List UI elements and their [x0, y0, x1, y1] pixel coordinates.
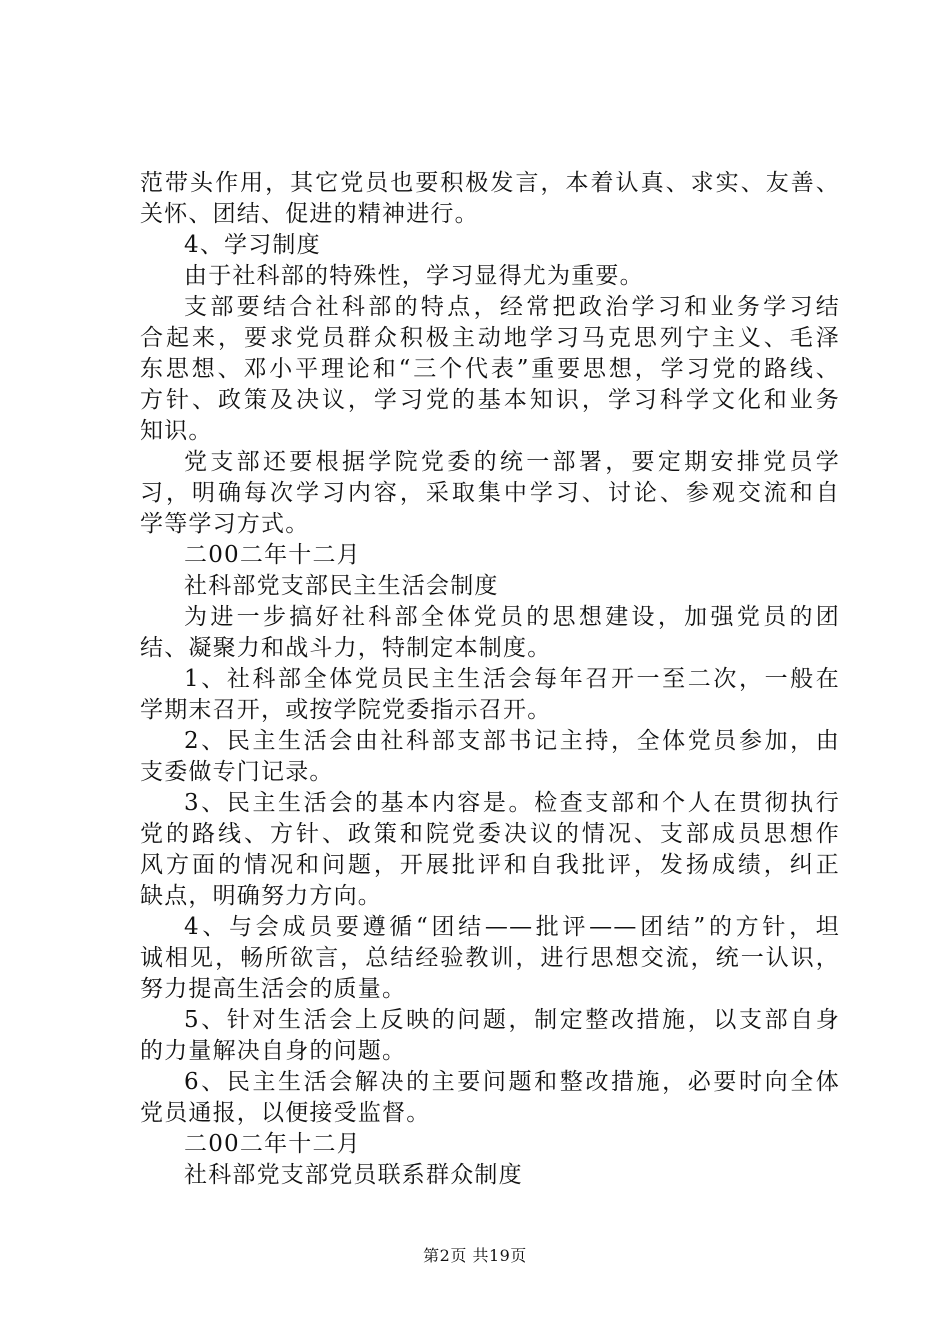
text-line: [140, 478, 840, 509]
text-line-content: 5、针对生活会上反映的问题，制定整改措施，以支部自身: [184, 1007, 840, 1033]
text-line-content: 党支部还要根据学院党委的统一部署，要定期安排党员学: [184, 449, 840, 475]
text-line-content: 诚相见，畅所欲言，总结经验教训，进行思想交流，统一认识，: [140, 945, 840, 971]
text-line: 支委做专门记录。: [140, 759, 334, 785]
text-line: [140, 168, 840, 199]
text-line-content: 风方面的情况和问题，开展批评和自我批评，发扬成绩，纠正: [140, 852, 840, 878]
text-line: [140, 354, 840, 385]
text-line: 知识。: [140, 418, 213, 444]
text-line-content: 合起来，要求党员群众积极主动地学习马克思列宁主义、毛泽: [140, 325, 840, 351]
text-line-content: 党的路线、方针、政策和院党委决议的情况、支部成员思想作: [140, 821, 840, 847]
page-number-footer: 第2页 共19页: [423, 1246, 527, 1265]
text-line: 关怀、团结、促进的精神进行。: [140, 201, 479, 227]
text-line: [140, 1067, 840, 1098]
text-line: [140, 385, 840, 416]
text-line: [140, 292, 840, 323]
text-line: [140, 323, 840, 354]
text-line-content: 3、民主生活会的基本内容是。检查支部和个人在贯彻执行: [184, 790, 840, 816]
text-line: 4、学习制度: [184, 232, 321, 258]
text-line: 结、凝聚力和战斗力，特制定本制度。: [140, 635, 552, 661]
text-line-content: 4、与会成员要遵循“团结——批评——团结”的方针，坦: [184, 914, 840, 940]
text-line: 努力提高生活会的质量。: [140, 976, 407, 1002]
text-line: [140, 726, 840, 757]
text-line: 二00二年十二月: [184, 542, 361, 568]
text-line: [140, 664, 840, 695]
text-line: 由于社科部的特殊性，学习显得尤为重要。: [184, 263, 644, 289]
text-line: 学期末召开，或按学院党委指示召开。: [140, 697, 552, 723]
text-line: 社科部党支部民主生活会制度: [184, 573, 499, 599]
text-line: 的力量解决自身的问题。: [140, 1038, 407, 1064]
text-line: [140, 850, 840, 881]
text-line: [140, 912, 840, 943]
text-line: [140, 602, 840, 633]
text-line: 学等学习方式。: [140, 511, 310, 537]
text-line-content: 2、民主生活会由社科部支部书记主持，全体党员参加，由: [184, 728, 840, 754]
text-line-content: 方针、政策及决议，学习党的基本知识，学习科学文化和业务: [140, 387, 840, 413]
text-line: 二00二年十二月: [184, 1131, 361, 1157]
text-line-content: 支部要结合社科部的特点，经常把政治学习和业务学习结: [184, 294, 840, 320]
text-line: [140, 1005, 840, 1036]
text-line-content: 为进一步搞好社科部全体党员的思想建设，加强党员的团: [184, 604, 840, 630]
text-line: [140, 943, 840, 974]
text-line: 缺点，明确努力方向。: [140, 883, 382, 909]
text-line-content: 范带头作用，其它党员也要积极发言，本着认真、求实、友善、: [140, 170, 840, 196]
document-body: [140, 168, 840, 1191]
text-line-content: 6、民主生活会解决的主要问题和整改措施，必要时向全体: [184, 1069, 840, 1095]
text-line: 社科部党支部党员联系群众制度: [184, 1162, 523, 1188]
text-line: 党员通报，以便接受监督。: [140, 1100, 431, 1126]
text-line-content: 东思想、邓小平理论和“三个代表”重要思想，学习党的路线、: [140, 356, 840, 382]
text-line-content: 习，明确每次学习内容，采取集中学习、讨论、参观交流和自: [140, 480, 840, 506]
text-line: [140, 788, 840, 819]
text-line-content: 1、社科部全体党员民主生活会每年召开一至二次，一般在: [184, 666, 840, 692]
text-line: [140, 447, 840, 478]
text-line: [140, 819, 840, 850]
